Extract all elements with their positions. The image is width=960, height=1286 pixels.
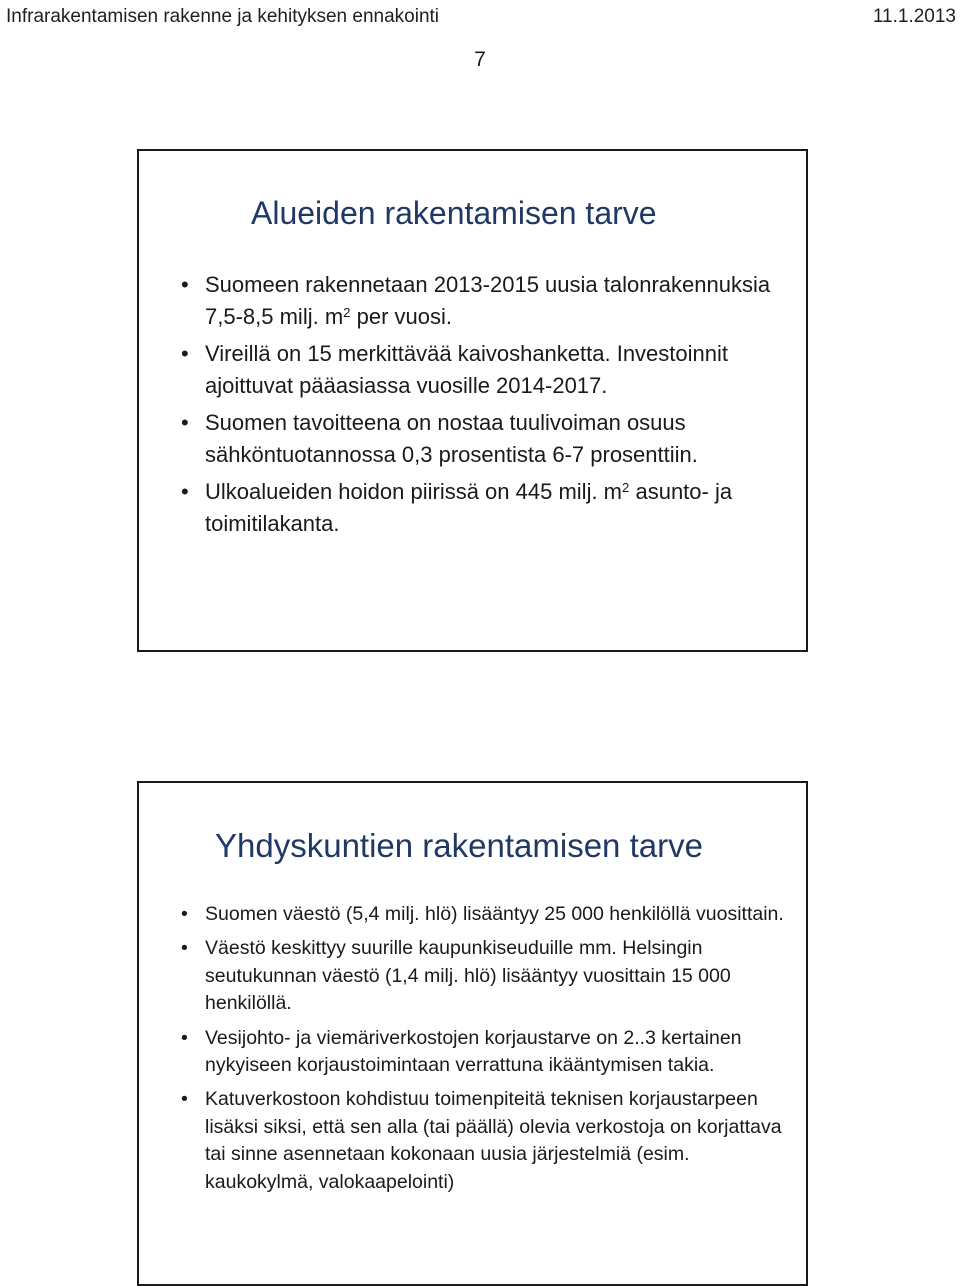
bullet-text: Suomeen rakennetaan 2013-2015 uusia talonrakennuksia 7,5-8,5 milj. m <box>205 272 771 329</box>
bullet-text: Suomen tavoitteena on nostaa tuulivoiman osuus sähköntuotannossa 0,3 prosentista 6-7 prosenttiin. <box>205 410 698 467</box>
bullet-item <box>181 476 781 540</box>
bullet-icon: • <box>181 937 188 960</box>
bullet-item <box>181 1086 796 1196</box>
page-number: 7 <box>474 48 486 71</box>
slide-title: Yhdyskuntien rakentamisen tarve <box>215 827 703 864</box>
bullet-item <box>181 338 781 402</box>
bullet-icon: • <box>181 479 189 504</box>
bullet-item <box>181 901 796 928</box>
slide-yhdyskuntien-rakentamisen-tarve <box>137 781 808 1286</box>
bullet-text-end: asunto- ja toimitilakanta. <box>205 479 733 536</box>
bullet-list <box>181 901 796 1203</box>
superscript: 2 <box>343 304 351 320</box>
bullet-text: Ulkoalueiden hoidon piirissä on 445 milj. m <box>205 479 623 504</box>
bullet-text: Väestö keskittyy suurille kaupunkiseuduille mm. Helsingin seutukunnan väestö (1,4 milj. hlö) lisääntyy vuosittain 15 000 henkilöllä. <box>205 937 731 1015</box>
superscript: 2 <box>622 479 630 495</box>
bullet-icon: • <box>181 410 189 435</box>
slide-alueiden-rakentamisen-tarve <box>137 149 808 652</box>
bullet-icon: • <box>181 1026 188 1049</box>
bullet-item <box>181 1025 796 1080</box>
bullet-list <box>181 269 781 545</box>
bullet-icon: • <box>181 341 189 366</box>
bullet-text: Vesijohto- ja viemäriverkostojen korjaustarve on 2..3 kertainen nykyiseen korjaustoimintaan verrattuna ikääntymisen takia. <box>205 1026 742 1077</box>
bullet-icon: • <box>181 903 188 925</box>
bullet-item <box>181 269 781 333</box>
bullet-text: Vireillä on 15 merkittävää kaivoshanketta. Investoinnit ajoittuvat pääasiassa vuosille 2014-2017. <box>205 341 728 398</box>
page-header <box>0 0 960 28</box>
bullet-item <box>181 935 796 1017</box>
bullet-icon: • <box>181 272 189 297</box>
bullet-text: Suomen väestö (5,4 milj. hlö) lisääntyy 25 000 henkilöllä vuosittain. <box>205 903 784 925</box>
slide-title: Alueiden rakentamisen tarve <box>251 195 657 231</box>
bullet-icon: • <box>181 1088 188 1111</box>
bullet-item <box>181 407 781 471</box>
document-date: 11.1.2013 <box>872 6 956 27</box>
bullet-text: Katuverkostoon kohdistuu toimenpiteitä teknisen korjaustarpeen lisäksi siksi, että sen alla (tai päällä) olevia verkostoja on korjattava tai sinne asennetaan kokonaan uusia järjestelmiä (esim. kaukokylmä, valokaapelointi) <box>205 1088 782 1193</box>
bullet-text-end: per vuosi. <box>350 304 452 329</box>
document-title: Infrarakentamisen rakenne ja kehityksen ennakointi <box>6 6 440 27</box>
